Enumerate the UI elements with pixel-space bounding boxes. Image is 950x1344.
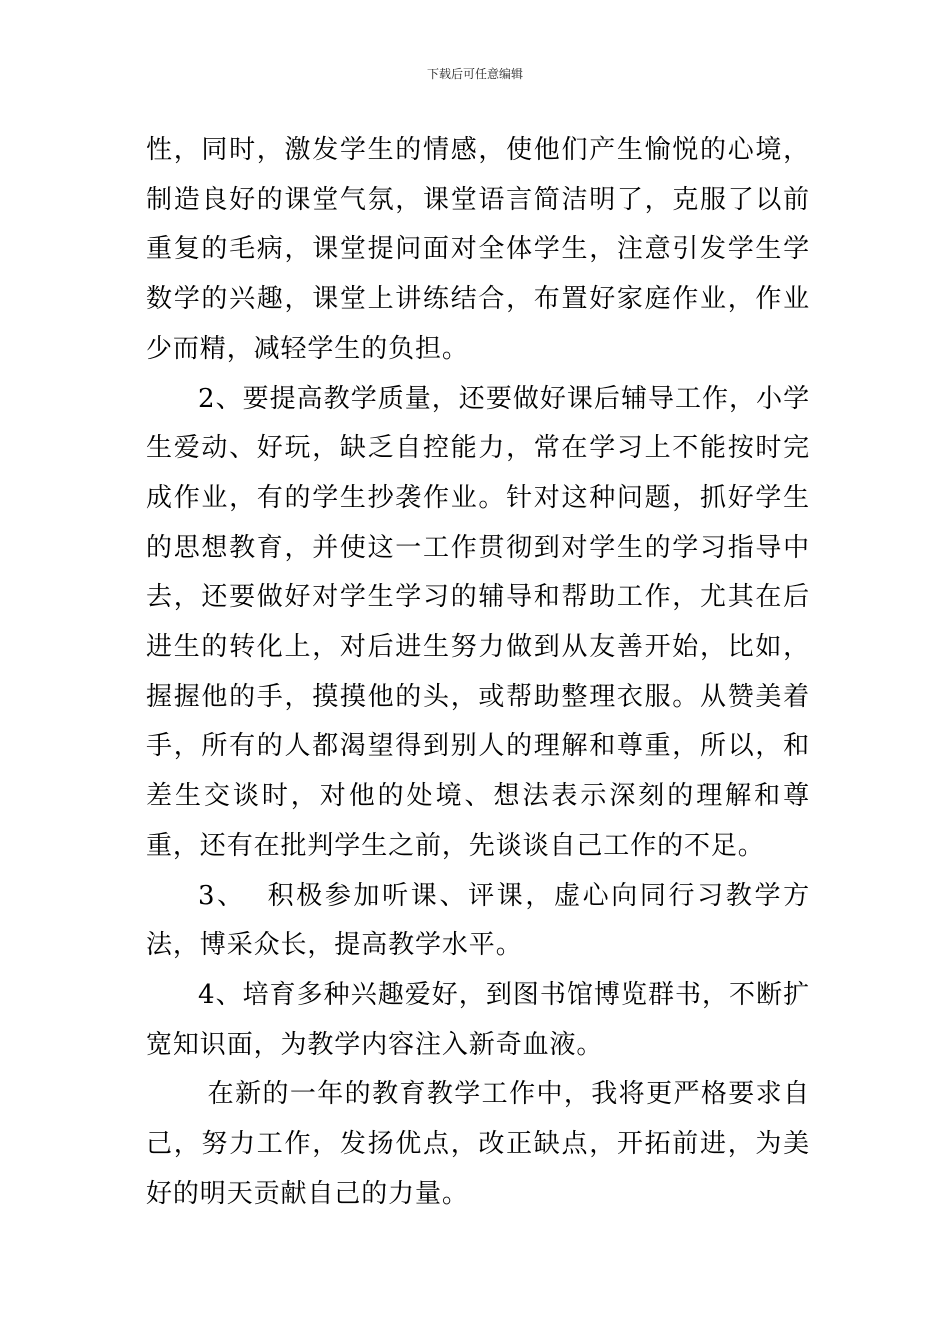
paragraph-item-4: 4、培育多种兴趣爱好，到图书馆博览群书，不断扩宽知识面，为教学内容注入新奇血液。 [146,979,810,1060]
paragraph-continuation: 性，同时，激发学生的情感，使他们产生愉悦的心境，制造良好的课堂气氛，课堂语言简洁明了，克服了以前重复的毛病，课堂提问面对全体学生，注意引发学生学数学的兴趣，课堂上讲练结合，布置好家庭作业，作业少而精，减轻学生的负担。 [146,135,810,364]
paragraph-item-2: 2、要提高教学质量，还要做好课后辅导工作，小学生爱动、好玩，缺乏自控能力，常在学习上不能按时完成作业，有的学生抄袭作业。针对这种问题，抓好学生的思想教育，并使这一工作贯彻到对学生的学习指导中去，还要做好对学生学习的辅导和帮助工作，尤其在后进生的转化上，对后进生努力做到从友善开始，比如，握握他的手，摸摸他的头，或帮助整理衣服。从赞美着手，所有的人都渴望得到别人的理解和尊重，所以，和差生交谈时，对他的处境、想法表示深刻的理解和尊重，还有在批判学生之前，先谈谈自己工作的不足。 [146,383,810,861]
paragraph-item-3: 3、 积极参加听课、评课，虚心向同行习教学方法，博采众长，提高教学水平。 [146,880,810,961]
page-header: 下载后可任意编辑 [426,67,523,81]
document-body [146,126,810,1219]
paragraph-conclusion: 在新的一年的教育教学工作中，我将更严格要求自己，努力工作，发扬优点，改正缺点，开拓前进，为美好的明天贡献自己的力量。 [146,1079,810,1209]
